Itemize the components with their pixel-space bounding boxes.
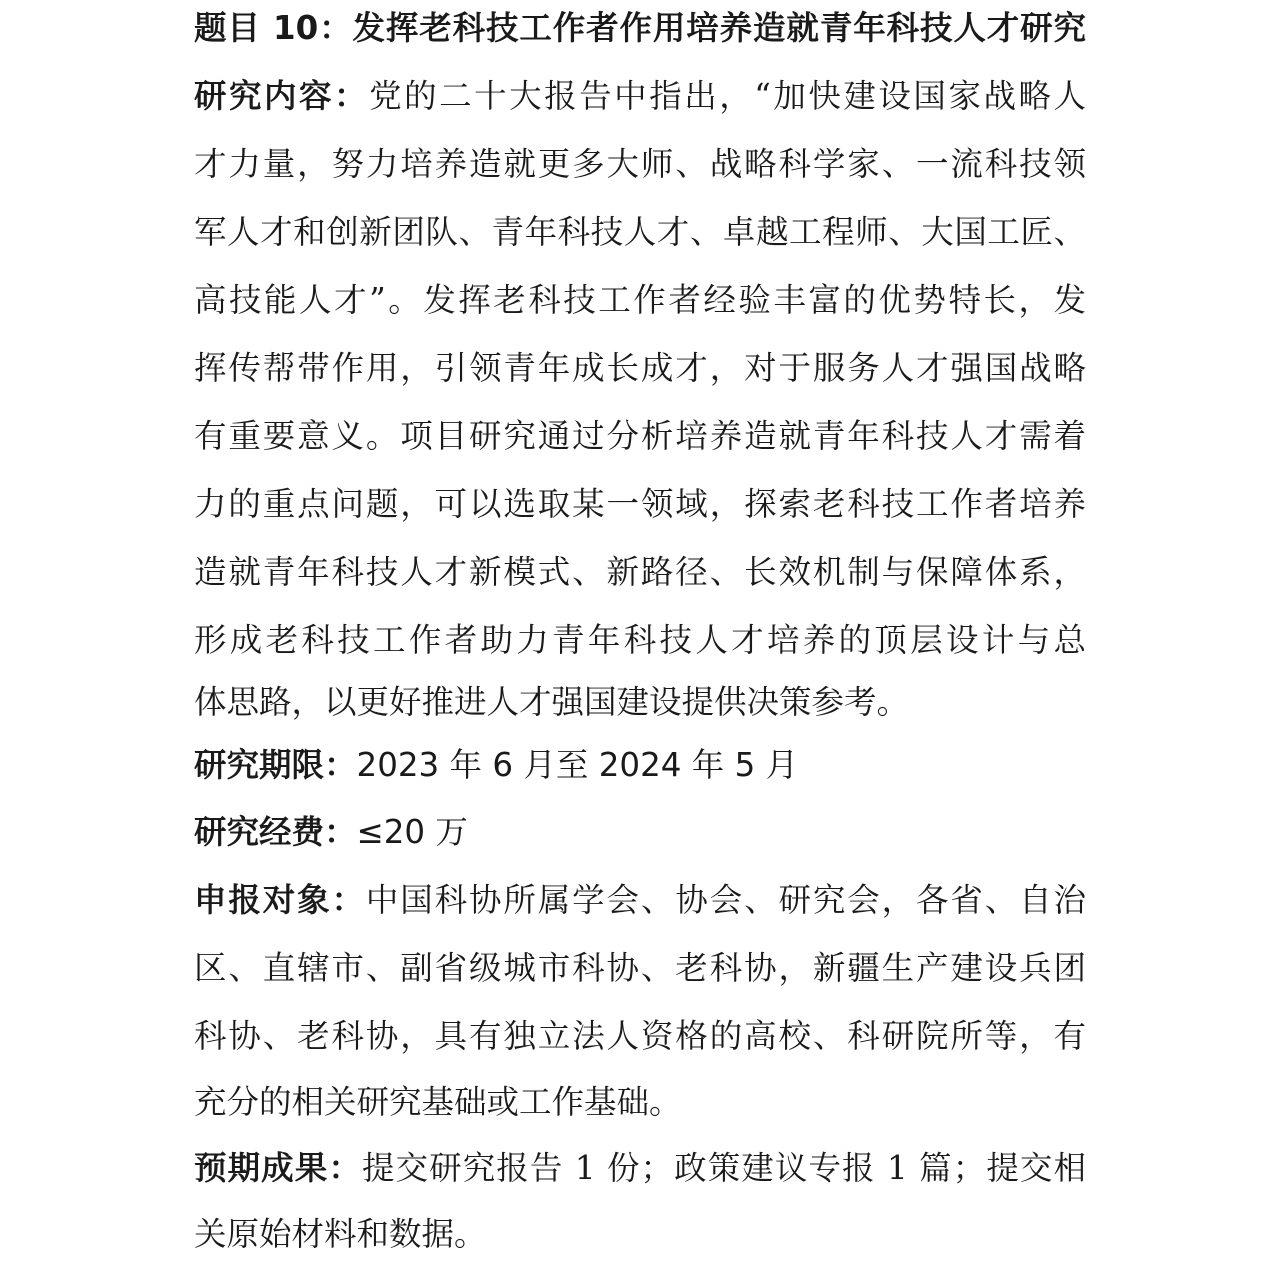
funding-line (194, 810, 468, 854)
funding-label: 研究经费： (194, 813, 357, 851)
content-line-8: 造就青年科技人才新模式、新路径、长效机制与保障体系， (194, 553, 1086, 591)
results-line-1 (194, 1146, 1086, 1190)
content-line-10: 体思路，以更好推进人才强国建设提供决策参考。 (194, 683, 910, 721)
content-line-1 (194, 74, 1086, 118)
content-line-6: 有重要意义。项目研究通过分析培养造就青年科技人才需着 (194, 417, 1086, 455)
applicants-line-2: 区、直辖市、副省级城市科协、老科协，新疆生产建设兵团 (194, 949, 1086, 987)
applicants-line-3: 科协、老科协，具有独立法人资格的高校、科研院所等，有 (194, 1017, 1086, 1055)
applicants-line-1 (194, 878, 1086, 922)
applicants-label: 申报对象： (194, 881, 366, 919)
period-value: 2023 年 6 月至 2024 年 5 月 (356, 746, 799, 784)
results-text: 提交研究报告 1 份；政策建议专报 1 篇；提交相 (361, 1149, 1086, 1187)
period-line (194, 743, 798, 787)
applicants-text: 中国科协所属学会、协会、研究会，各省、自治 (365, 881, 1086, 919)
period-label: 研究期限： (194, 746, 357, 784)
results-label: 预期成果： (194, 1149, 362, 1187)
content-line-5: 挥传帮带作用，引领青年成长成才，对于服务人才强国战略 (194, 349, 1086, 387)
content-text: 党的二十大报告中指出，“加快建设国家战略人 (369, 77, 1086, 115)
content-line-4: 高技能人才”。发挥老科技工作者经验丰富的优势特长，发 (194, 281, 1086, 319)
document-title: 题目 10：发挥老科技工作者作用培养造就青年科技人才研究 (194, 9, 1086, 47)
content-line-7: 力的重点问题，可以选取某一领域，探索老科技工作者培养 (194, 485, 1086, 523)
applicants-line-4: 充分的相关研究基础或工作基础。 (194, 1083, 682, 1121)
content-line-2: 才力量，努力培养造就更多大师、战略科学家、一流科技领 (194, 145, 1086, 183)
content-line-3: 军人才和创新团队、青年科技人才、卓越工程师、大国工匠、 (194, 213, 1086, 251)
funding-value: ≤20 万 (356, 813, 468, 851)
content-label: 研究内容： (194, 77, 370, 115)
results-line-2: 关原始材料和数据。 (194, 1215, 487, 1253)
content-line-9: 形成老科技工作者助力青年科技人才培养的顶层设计与总 (194, 621, 1086, 659)
